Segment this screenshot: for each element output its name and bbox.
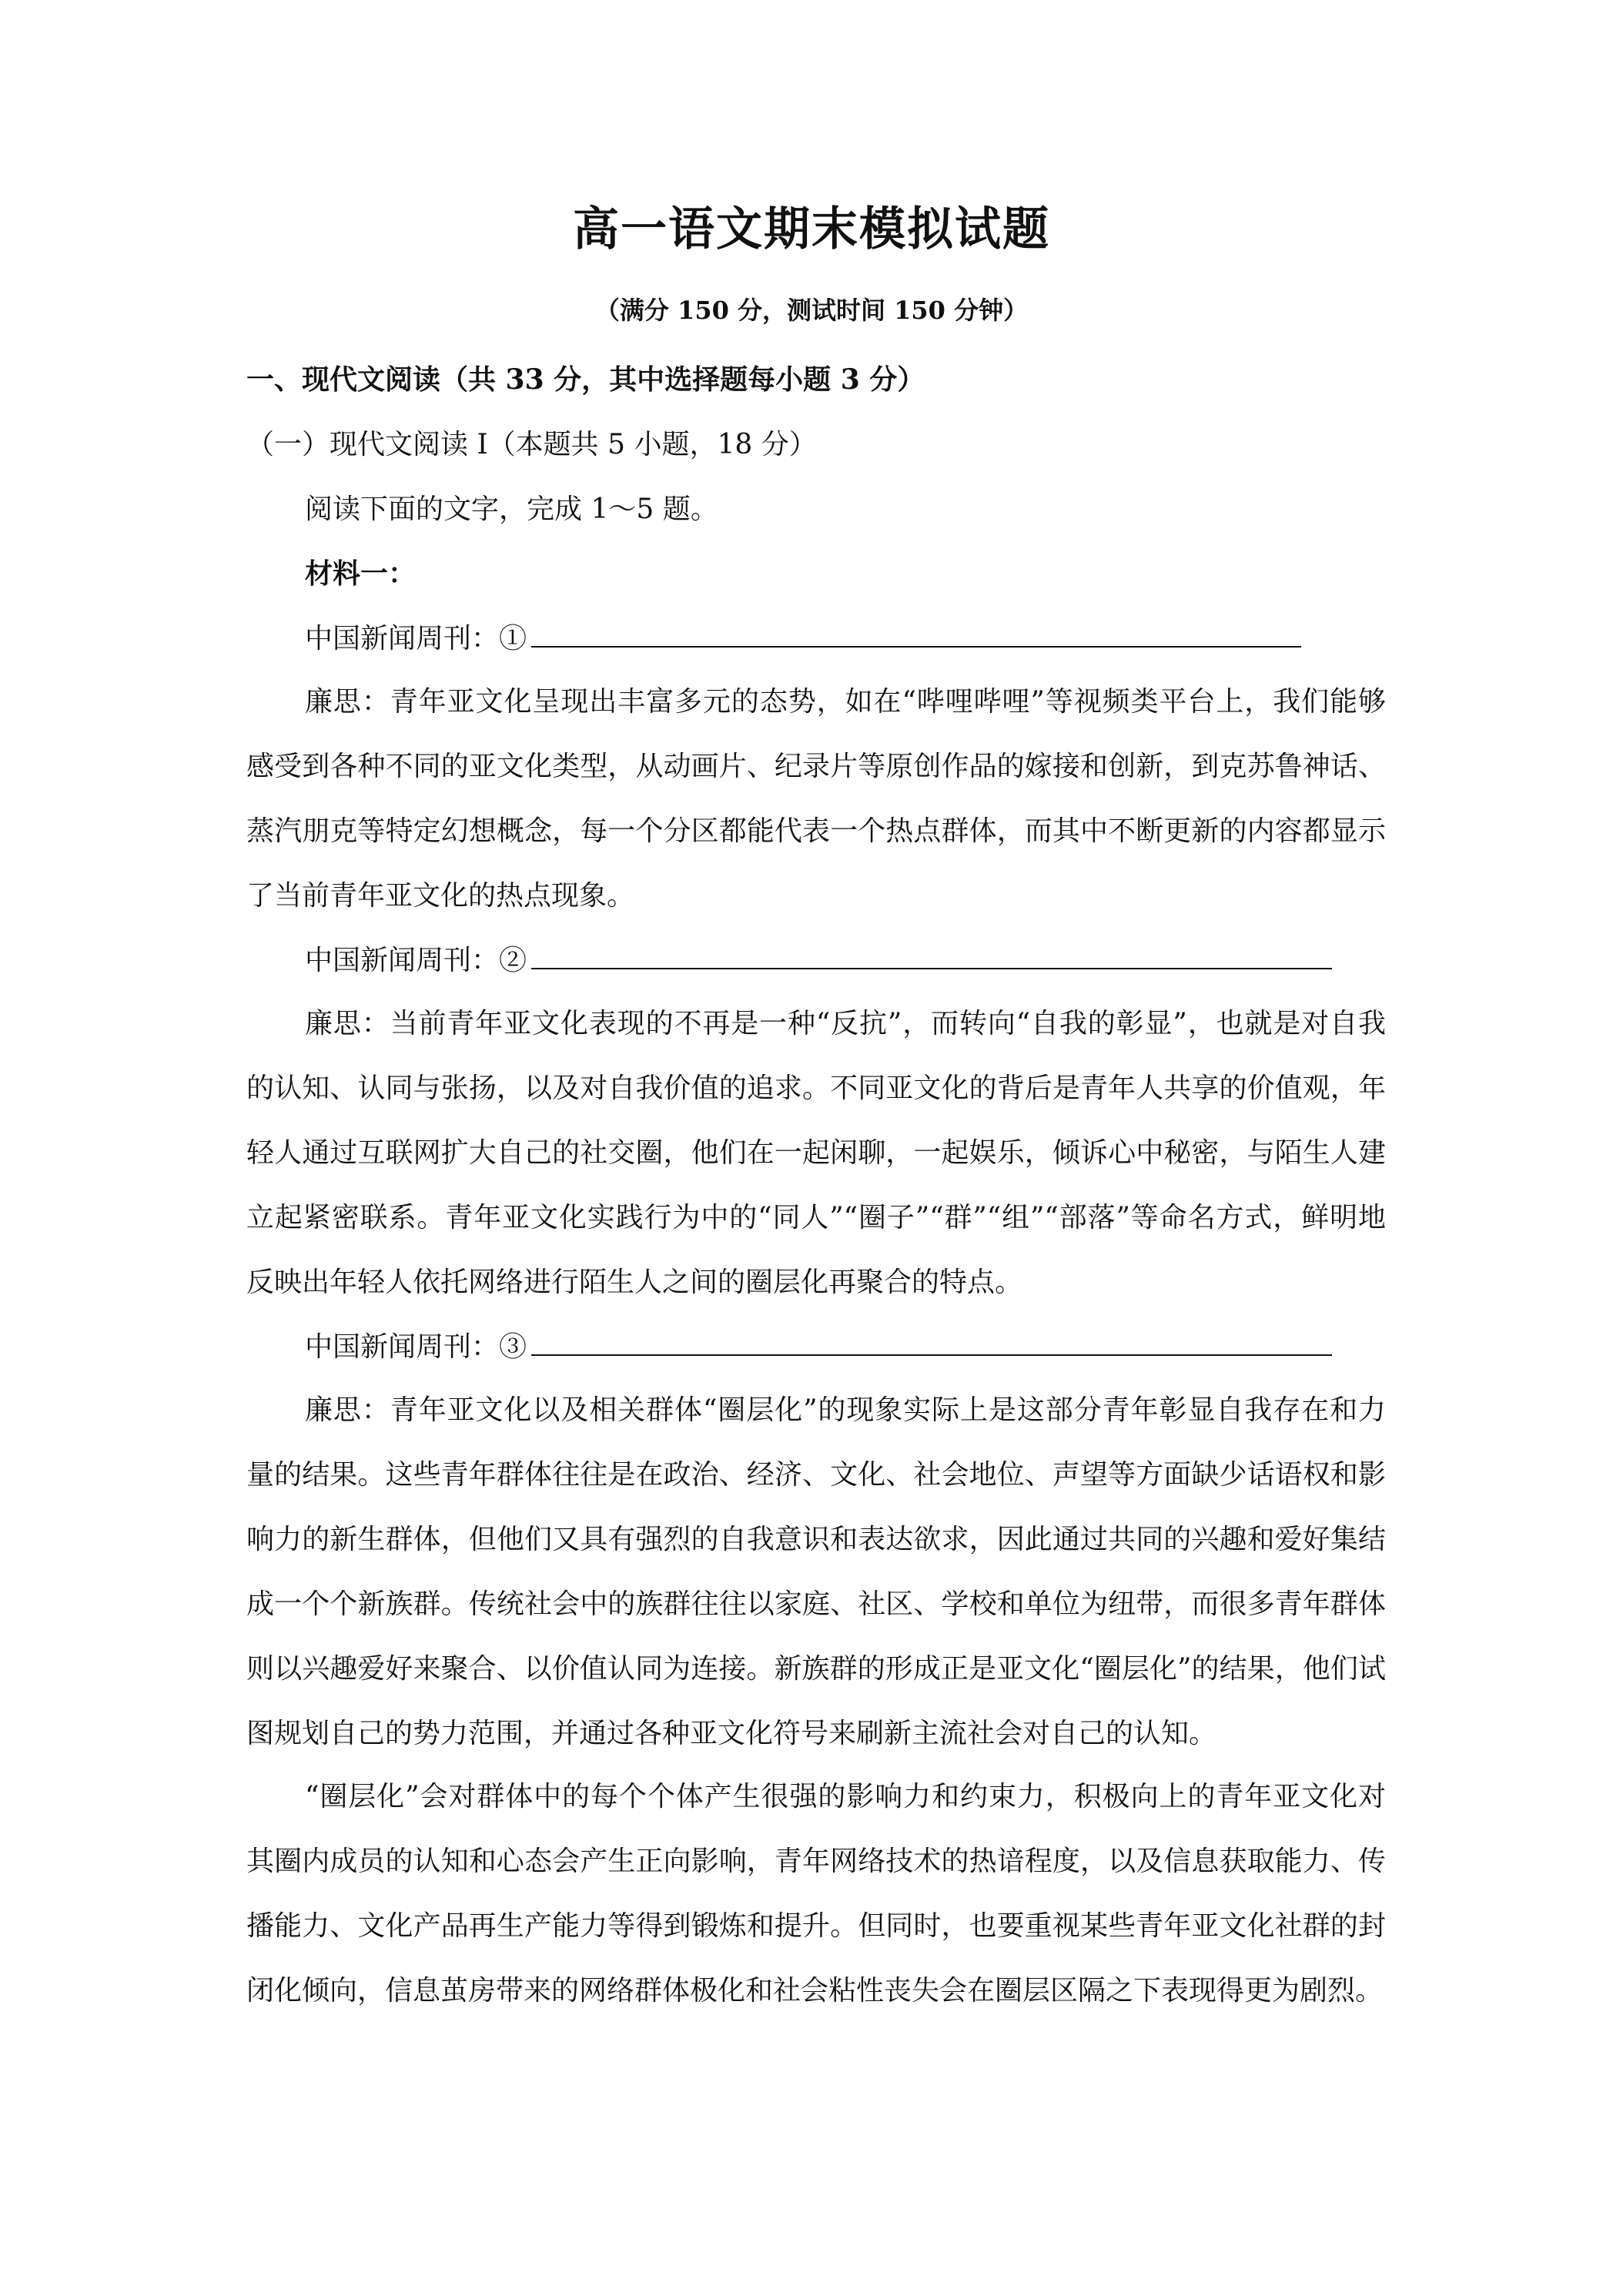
page-title: 高一语文期末模拟试题: [573, 202, 1050, 256]
exam-info: （满分 150 分，测试时间 150 分钟）: [594, 296, 1029, 325]
sub-section-heading: （一）现代文阅读 I（本题共 5 小题，18 分）: [246, 429, 817, 460]
question-1-label: 中国新闻周刊：①: [305, 623, 527, 654]
answer-3-paragraph: 廉思：青年亚文化以及相关群体“圈层化”的现象实际上是这部分青年彰显自我存在和力量的结果。这些青年群体往往是在政治、经济、文化、社会地位、声望等方面缺少话语权和影响力的新生群体，但他们又具有强烈的自我意识和表达欲求，因此通过共同的兴趣和爱好集结成一个个新族群。传统社会中的族群往往以家庭、社区、学校和单位为纽带，而很多青年群体则以兴趣爱好来聚合、以价值认同为连接。新族群的形成正是亚文化“圈层化”的结果，他们试图规划自己的势力范围，并通过各种亚文化符号来刷新主流社会对自己的认知。: [246, 1394, 1386, 1749]
question-1-line: [305, 622, 1386, 655]
question-3-label: 中国新闻周刊：③: [305, 1331, 527, 1363]
answer-2-paragraph: 廉思：当前青年亚文化表现的不再是一种“反抗”，而转向“自我的彰显”，也就是对自我的认知、认同与张扬，以及对自我价值的追求。不同亚文化的背后是青年人共享的价值观，年轻人通过互联网扩大自己的社交圈，他们在一起闲聊，一起娱乐，倾诉心中秘密，与陌生人建立起紧密联系。青年亚文化实践行为中的“同人”“圈子”“群”“组”“部落”等命名方式，鲜明地反映出年轻人依托网络进行陌生人之间的圈层化再聚合的特点。: [246, 1008, 1386, 1298]
answer-blank-3[interactable]: [531, 1331, 1332, 1356]
material-label: 材料一：: [305, 557, 417, 590]
answer-3-continued-paragraph: “圈层化”会对群体中的每个个体产生很强的影响力和约束力，积极向上的青年亚文化对其圈内成员的认知和心态会产生正向影响，青年网络技术的热谙程度，以及信息获取能力、传播能力、文化产品再生产能力等得到锻炼和提升。但同时，也要重视某些青年亚文化社群的封闭化倾向，信息茧房带来的网络群体极化和社会粘性丧失会在圈层区隔之下表现得更为剧烈。: [246, 1781, 1386, 2006]
reading-instruction: 阅读下面的文字，完成 1～5 题。: [305, 494, 718, 525]
answer-blank-1[interactable]: [531, 623, 1301, 648]
answer-blank-2[interactable]: [531, 945, 1332, 969]
section-heading: 一、现代文阅读（共 33 分，其中选择题每小题 3 分）: [246, 363, 925, 396]
answer-1-paragraph: 廉思：青年亚文化呈现出丰富多元的态势，如在“哔哩哔哩”等视频类平台上，我们能够感受到各种不同的亚文化类型，从动画片、纪录片等原创作品的嫁接和创新，到克苏鲁神话、蒸汽朋克等特定幻想概念，每一个分区都能代表一个热点群体，而其中不断更新的内容都显示了当前青年亚文化的热点现象。: [246, 686, 1386, 912]
question-2-label: 中国新闻周刊：②: [305, 945, 527, 976]
question-2-line: [305, 944, 1386, 977]
question-3-line: [305, 1330, 1386, 1364]
